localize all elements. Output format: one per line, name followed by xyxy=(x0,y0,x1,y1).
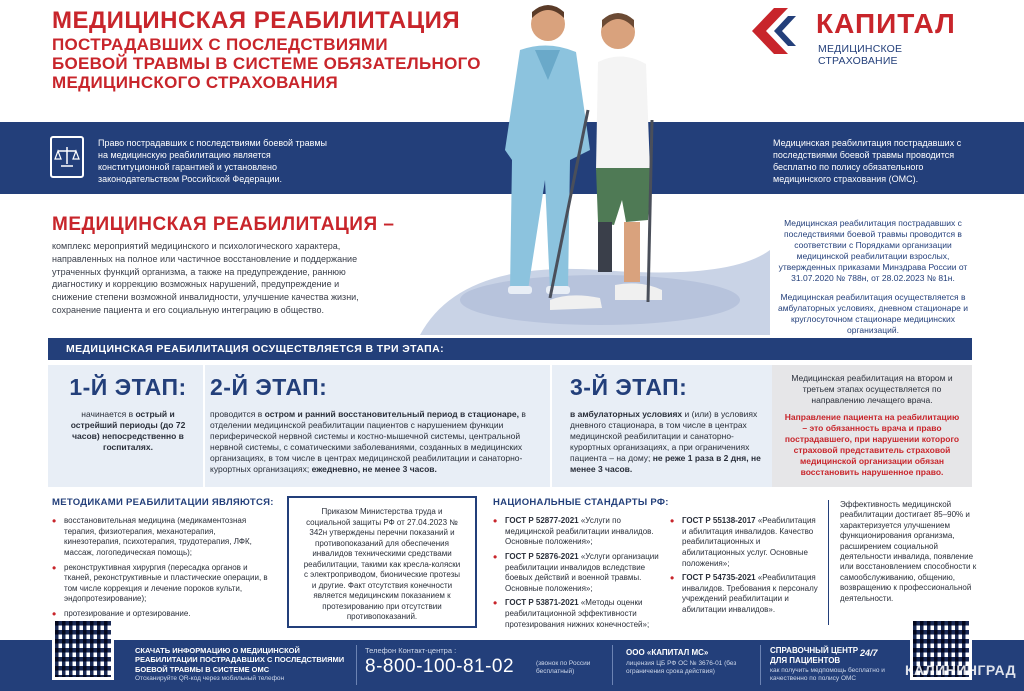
stage-3-bold-2: не реже 1 раза в 2 дня, не менее 3 часов. xyxy=(570,453,761,475)
standards-col-2 xyxy=(670,516,820,620)
phone-number[interactable]: 8-800-100-81-02 xyxy=(365,656,515,677)
list-item xyxy=(493,516,663,548)
phone-note: (звонок по России бесплатный) xyxy=(536,660,591,675)
title-line-2: ПОСТРАДАВШИХ С ПОСЛЕДСТВИЯМИ xyxy=(52,34,388,54)
help-badge: 24/7 xyxy=(860,648,878,658)
stage-3-text: и (или) в условиях дневного стационара, в том числе в центрах медицинской реабилитации и санаторно-курортных организациях, а при ограничениях пациента – на дому; xyxy=(570,409,758,464)
methods-list xyxy=(52,516,274,624)
rights-left-text: Право пострадавших с последствиями боевой травмы на медицинскую реабилитацию является конституционной гарантией и установлено законодательством Российской Федерации. xyxy=(98,138,328,184)
definition-text: комплекс мероприятий медицинского и психологического характера, направленных на полное или частичное восстановление и поддержание утраченных функций организма, а также на предупреждение, раннюю диагностику и коррекцию возможных нарушений, предупреждение и снижение степени возможной инвалидности, улучшение качества жизни, сохранение пациента и его социальную интеграцию в общество. xyxy=(52,241,359,315)
gost-text: «Услуги по медицинской реабилитации инвалидов. Основные положения»; xyxy=(505,516,654,547)
list-item: • реконструктивная хирургия (пересадка органов и тканей, реконструктивные и пластические операции, в том числе коррекция и лечение пороков культи, эндопротезирование); xyxy=(52,563,274,606)
qr-code-download[interactable] xyxy=(52,618,114,680)
stage-1-text: начинается в xyxy=(81,409,136,419)
stage-2-text: проводится в xyxy=(210,409,265,419)
gost-code: ГОСТ Р 52876-2021 xyxy=(505,551,579,561)
list-item: • восстановительная медицина (медикаментозная терапия, физиотерапия, механотерапия, кинезотерапия, психотерапия, трудотерапия, ЛФК, массаж, логопедическая помощь); xyxy=(52,516,274,559)
title-line-1: МЕДИЦИНСКАЯ РЕАБИЛИТАЦИЯ xyxy=(52,7,461,34)
gost-code: ГОСТ Р 53871-2021 xyxy=(505,598,579,608)
logo-name: КАПИТАЛ xyxy=(816,8,956,39)
stage-2-bold-2: ежедневно, не менее 3 часов. xyxy=(311,464,437,475)
stage-2-text-2: в отделении медицинской реабилитации пациентов с нарушением функции периферической нервной системы и костно-мышечной системы, центральной нервной системы, с соматическими заболеваниями, созданных в медицинских организациях, в том числе в центрах медицинской реабилитации и санаторно-курортных организациях; xyxy=(210,409,526,475)
stage-2 xyxy=(210,374,545,475)
referral-note-text: Медицинская реабилитация на втором и третьем этапах осуществляется по направлению лечащего врача. xyxy=(791,373,953,406)
list-item xyxy=(493,552,663,595)
list-item xyxy=(670,573,820,616)
order-box: Приказом Министерства труда и социальной защиты РФ от 27.04.2023 № 342н утверждены перечни показаний и противопоказаний для обеспечения инвалидов техническими средствами реабилитации, такими как кресла-коляски с электроприводом, бионические протезы и другие. Факт отсутствия конечности является медицинским показанием к протезированию при отсутствии противопоказаний. xyxy=(287,496,477,628)
definition-heading: МЕДИЦИНСКАЯ РЕАБИЛИТАЦИЯ – xyxy=(52,214,395,235)
stage-3 xyxy=(570,374,765,475)
gost-text: «Услуги организации реабилитации инвалидов вследствие боевых действий и военной травмы. Основные положения»; xyxy=(505,551,659,593)
help-center-title: СПРАВОЧНЫЙ ЦЕНТР ДЛЯ ПАЦИЕНТОВ xyxy=(770,646,859,665)
divider xyxy=(356,645,357,685)
help-center-text: как получить медпомощь бесплатно и качественно по полису ОМС xyxy=(770,667,885,682)
stage-divider xyxy=(203,365,205,487)
stages-band-label: МЕДИЦИНСКАЯ РЕАБИЛИТАЦИЯ ОСУЩЕСТВЛЯЕТСЯ В ТРИ ЭТАПА: xyxy=(66,343,444,355)
phone-label: Телефон Контакт-центра : xyxy=(365,646,457,655)
orders-info-p2: Медицинская реабилитация осуществляется в амбулаторных условиях, дневном стационаре и круглосуточном стационаре медицинских организаций. xyxy=(777,292,969,336)
stage-2-bold: остром и ранний восстановительный период в стационаре, xyxy=(264,409,520,419)
license-text: лицензия ЦБ РФ ОС № 3676-01 (без ограничения срока действия) xyxy=(626,660,737,676)
list-item xyxy=(670,516,820,569)
kapital-logo xyxy=(744,6,984,67)
company-name: ООО «КАПИТАЛ МС» xyxy=(626,648,709,657)
methods-heading: МЕТОДИКАМИ РЕАБИЛИТАЦИИ ЯВЛЯЮТСЯ: xyxy=(52,497,274,508)
stage-1-title: 1-Й ЭТАП: xyxy=(69,374,187,400)
stage-3-title: 3-Й ЭТАП: xyxy=(570,374,688,400)
divider xyxy=(612,645,613,685)
download-title: СКАЧАТЬ ИНФОРМАЦИЮ О МЕДИЦИНСКОЙ РЕАБИЛИТАЦИИ ПОСТРАДАВШИХ С ПОСЛЕДСТВИЯМИ БОЕВОЙ ТРАВМЫ В СИСТЕМЕ ОМС xyxy=(135,646,345,674)
efficiency-text: Эффективность медицинской реабилитации достигает 85–90% и характеризуется улучшением функционирования организма, расширением социальной деятельности инвалида, появление или восстановлением способности к самообслуживанию, общению, возвращению к профессиональной деятельности. xyxy=(840,500,977,603)
gost-code: ГОСТ Р 55138-2017 xyxy=(682,516,756,525)
law-book-icon xyxy=(50,136,84,178)
download-subtitle: Отсканируйте QR-код через мобильный телефон xyxy=(135,675,285,682)
doctor-patient-illustration xyxy=(400,0,770,335)
stage-divider xyxy=(550,365,552,487)
standards-heading: НАЦИОНАЛЬНЫЕ СТАНДАРТЫ РФ: xyxy=(493,497,669,508)
rights-right-text: Медицинская реабилитация пострадавших с последствиями боевой травмы проводится бесплатно по полису обязательного медицинского страхования (ОМС). xyxy=(773,138,962,184)
orders-info xyxy=(773,218,973,336)
gost-code: ГОСТ Р 52877-2021 xyxy=(505,516,579,525)
gost-text: «Реабилитация и абилитация инвалидов. Качество реабилитационных и абилитационных услуг. Основные положения»; xyxy=(682,516,816,568)
gost-code: ГОСТ Р 54735-2021 xyxy=(682,573,756,583)
stage-3-bold: в амбулаторных условиях xyxy=(570,409,683,419)
stages-band xyxy=(48,338,972,360)
orders-info-p1: Медицинская реабилитация пострадавших с последствиями боевой травмы проводится в соответствии с Порядками организации медицинской реабилитации взрослых, утвержденных приказами Минздрава России от 31.07.2020 № 788н, от 28.02.2023 № 81н. xyxy=(778,218,968,284)
watermark: КАЛИНИНГРАД xyxy=(905,662,1017,678)
stage-2-title: 2-Й ЭТАП: xyxy=(210,374,328,400)
referral-note xyxy=(772,365,972,487)
title-line-4: МЕДИЦИНСКОГО СТРАХОВАНИЯ xyxy=(52,72,339,92)
gost-text: «Реабилитация инвалидов. Требования к персоналу учреждений реабилитации и абилитации инвалидов». xyxy=(682,573,818,614)
list-item: • протезирование и ортезирование. xyxy=(52,609,274,620)
title-line-3: БОЕВОЙ ТРАВМЫ В СИСТЕМЕ ОБЯЗАТЕЛЬНОГО xyxy=(52,53,481,73)
divider xyxy=(760,645,761,685)
divider xyxy=(828,500,829,625)
list-item xyxy=(493,598,663,630)
logo-subtitle: МЕДИЦИНСКОЕ СТРАХОВАНИЕ xyxy=(818,43,903,67)
standards-col-1 xyxy=(493,516,663,634)
stage-1-bold: острый и острейший периоды (до 72 часов) непосредственно в госпиталях. xyxy=(70,409,186,453)
referral-note-bold: Направление пациента на реабилитацию – это обязанность врача и право пострадавшего, при нарушении которого страховой представитель страховой медицинской организации обязан восстановить нарушенное право. xyxy=(784,412,960,478)
stage-1 xyxy=(58,374,198,453)
gost-text: «Методы оценки реабилитационной эффективности протезирования нижних конечностей»; xyxy=(505,598,650,629)
